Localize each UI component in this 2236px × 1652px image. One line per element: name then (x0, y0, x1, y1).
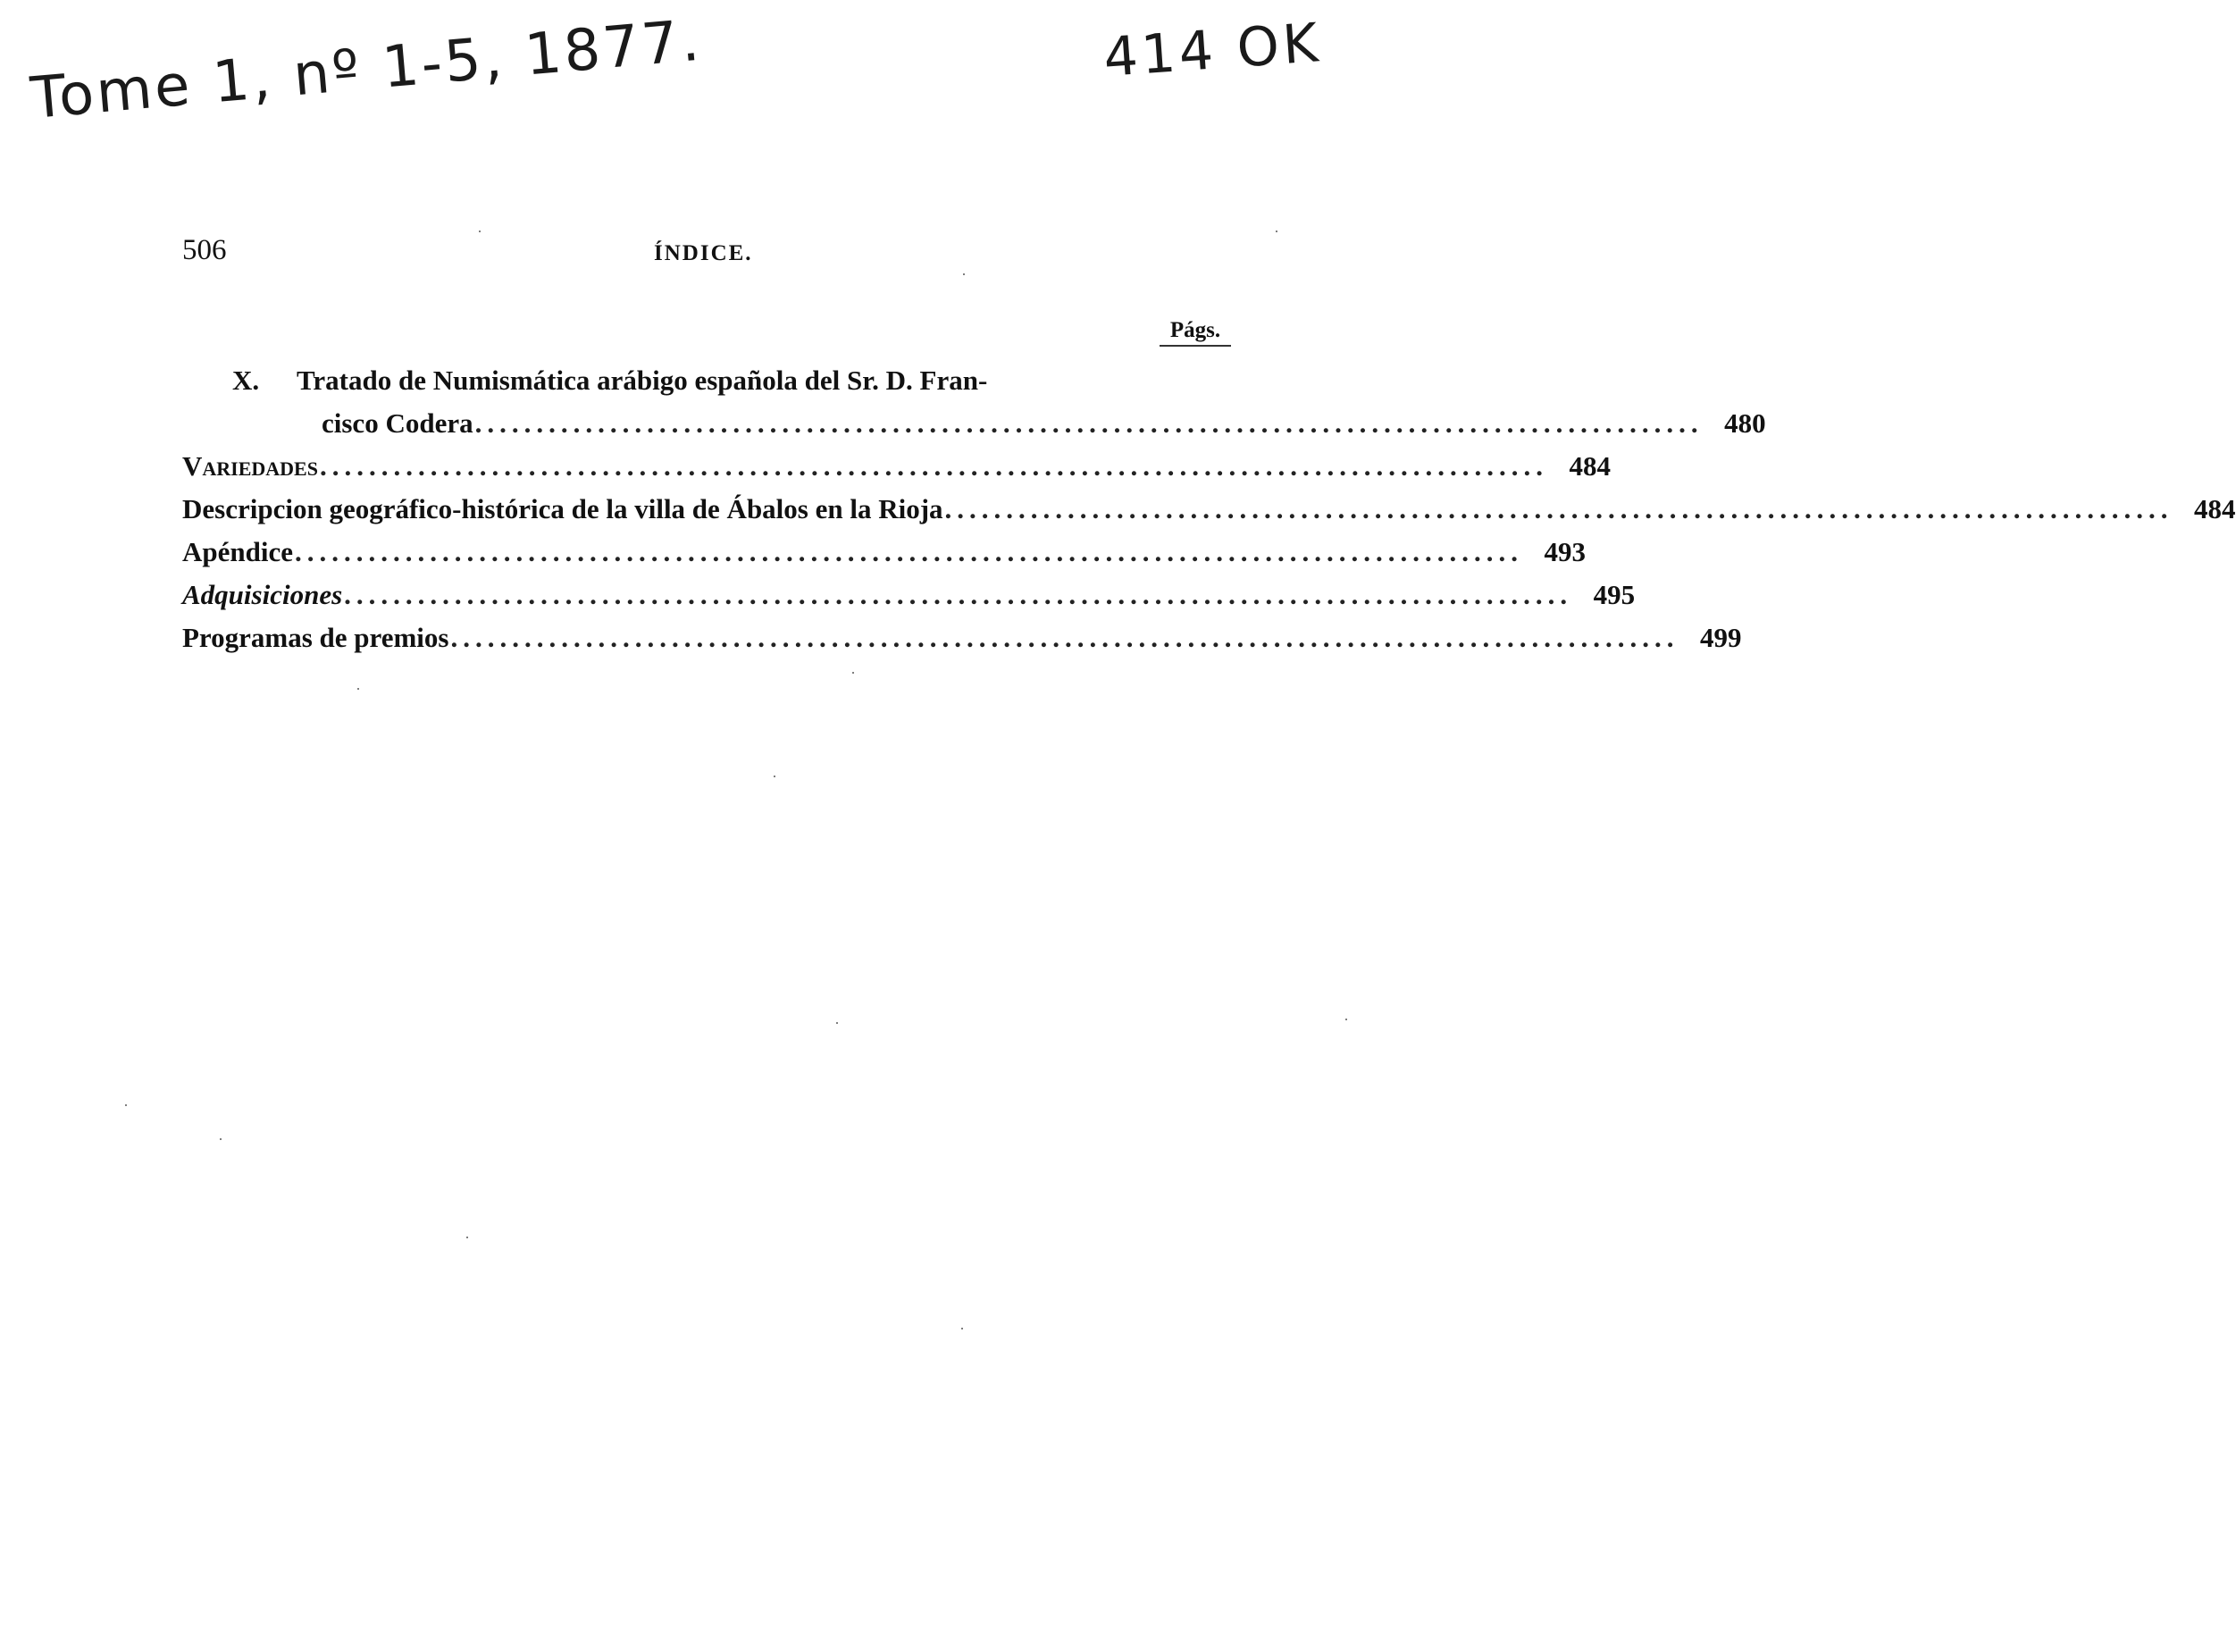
toc-entry-page: 493 (1544, 536, 1586, 567)
pages-column-label: Págs. (1160, 318, 1231, 347)
toc-entry-page: 484 (1569, 450, 1611, 482)
scan-speck (357, 688, 359, 690)
toc-entry-title: Apéndice (182, 536, 293, 567)
scan-speck (1276, 231, 1277, 232)
toc-entry-tratado-line1 (182, 365, 1233, 404)
leader-dots: .................................................................................................... (344, 579, 1573, 610)
toc-entry-variedades (182, 450, 1611, 490)
toc-entry-page: 499 (1699, 622, 1742, 653)
toc-entry-title-continued: cisco Codera (322, 407, 473, 439)
toc-entry-page: 484 (2194, 493, 2236, 524)
leader-dots: .................................................................................................... (944, 493, 2173, 524)
toc-entry-page: 480 (1724, 407, 1766, 439)
toc-entry-title: Variedades (182, 450, 318, 482)
toc-entry-title: Adquisiciones (182, 579, 343, 610)
leader-dots: .................................................................................................... (450, 622, 1679, 653)
leader-dots: .................................................................................................... (319, 450, 1548, 482)
scan-speck (220, 1138, 222, 1140)
leader-dots: .................................................................................................... (474, 407, 1704, 439)
toc-entry-programas (182, 622, 1742, 661)
handwritten-volume-note: Tome 1, nº 1-5, 1877. (28, 7, 705, 133)
toc-entry-adquisiciones (182, 579, 1636, 618)
toc-entry-number: X. (232, 365, 260, 396)
scan-speck (836, 1022, 838, 1024)
toc-entry-page: 495 (1593, 579, 1636, 610)
toc-entry-tratado-line2 (182, 407, 1766, 447)
page-number: 506 (182, 234, 227, 266)
scan-speck (963, 273, 965, 275)
running-head: ÍNDICE. (654, 241, 753, 265)
scan-speck (125, 1104, 127, 1106)
scan-speck (1345, 1019, 1347, 1020)
leader-dots: .................................................................................................... (295, 536, 1523, 567)
scan-speck (961, 1328, 963, 1329)
toc-entry-title: Descripcion geográfico-histórica de la villa de Ábalos en la Rioja (182, 493, 943, 524)
handwritten-ok-note: 414 OK (1101, 12, 1324, 89)
scan-speck (774, 776, 775, 777)
toc-entry-descripcion (182, 493, 2236, 532)
scan-speck (466, 1237, 468, 1238)
toc-entry-apendice (182, 536, 1586, 575)
scan-speck (479, 231, 481, 232)
scan-speck (852, 672, 854, 674)
toc-entry-title: Programas de premios (182, 622, 449, 653)
toc-entry-title: Tratado de Numismática arábigo española del Sr. D. Fran- (297, 365, 988, 396)
